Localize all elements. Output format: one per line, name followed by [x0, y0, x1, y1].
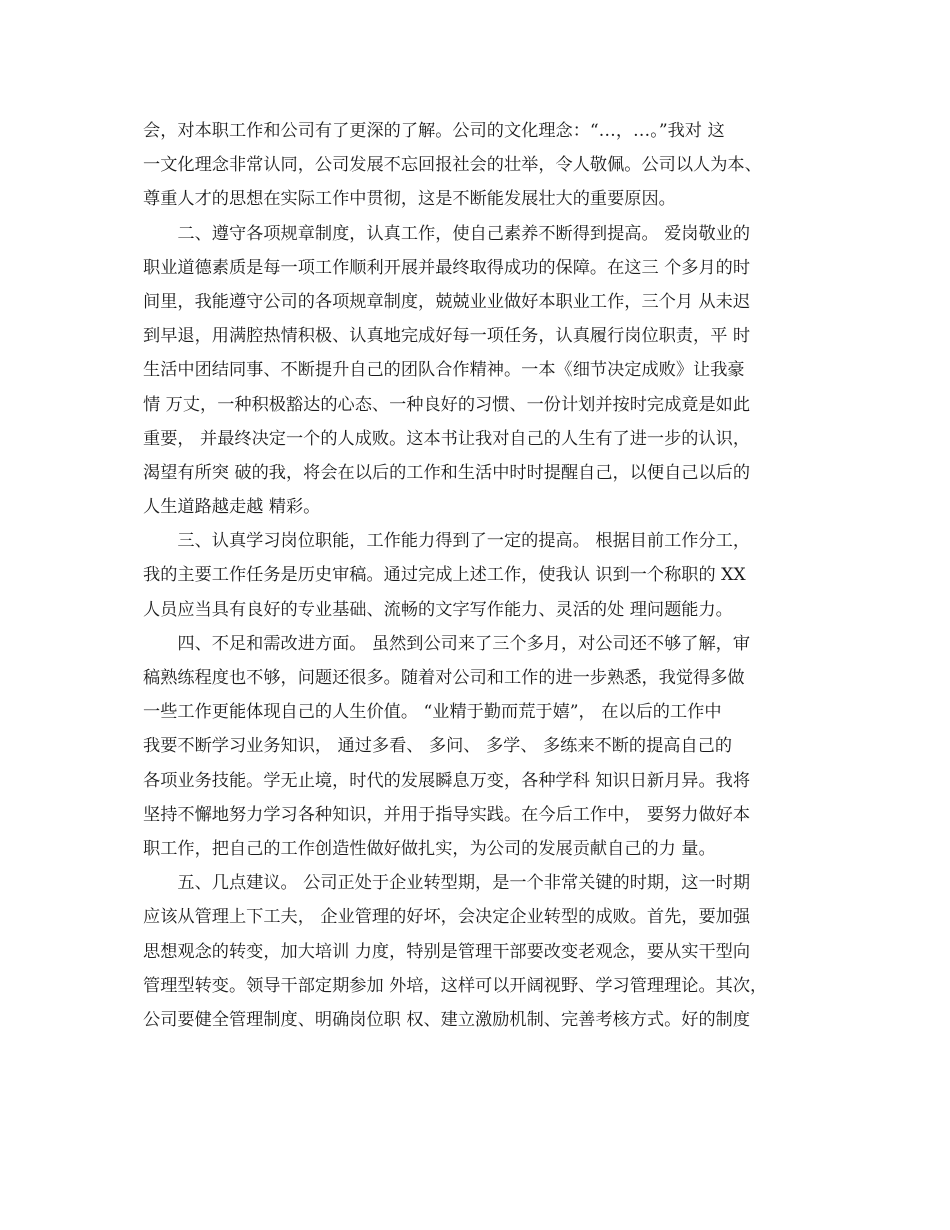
text-line: 重要， 并最终决定一个的人成败。这本书让我对自己的人生有了进一步的认识，	[143, 428, 751, 449]
text-line: 应该从管理上下工夫， 企业管理的好坏，会决定企业转型的成败。首先，要加强	[143, 907, 751, 928]
text-line: 间里，我能遵守公司的各项规章制度，兢兢业业做好本职业工作，三个月 从未迟	[143, 291, 751, 312]
text-line: 思想观念的转变，加大培训 力度，特别是管理干部要改变老观念，要从实干型向	[143, 941, 751, 962]
text-line: 我的主要工作任务是历史审稿。通过完成上述工作，使我认 识到一个称职的 XX	[143, 565, 746, 586]
section-4-heading-line: 四、不足和需改进方面。 虽然到公司来了三个多月，对公司还不够了解，审	[143, 633, 751, 654]
text-line: 管理型转变。领导干部定期参加 外培，这样可以开阔视野、学习管理理论。其次，	[143, 975, 768, 996]
text-line: 一文化理念非常认同，公司发展不忘回报社会的壮举，令人敬佩。公司以人为本、	[143, 155, 762, 176]
text-line: 人生道路越走越 精彩。	[143, 497, 321, 518]
text-line: 职工作，把自己的工作创造性做好做扎实，为公司的发展贡献自己的力 量。	[143, 838, 716, 859]
text-line: 职业道德素质是每一项工作顺利开展并最终取得成功的保障。在这三 个多月的时	[143, 257, 751, 278]
text-line: 稿熟练程度也不够，问题还很多。随着对公司和工作的进一步熟悉，我觉得多做	[143, 668, 745, 688]
text-line: 一些工作更能体现自己的人生价值。 “业精于勤而荒于嬉”， 在以后的工作中	[143, 702, 722, 723]
text-line: 坚持不懈地努力学习各种知识，并用于指导实践。在今后工作中， 要努力做好本	[143, 804, 751, 825]
section-2-heading-line: 二、遵守各项规章制度，认真工作，使自己素养不断得到提高。 爱岗敬业的	[143, 223, 751, 244]
section-3-heading-line: 三、认真学习岗位职能，工作能力得到了一定的提高。 根据目前工作分工，	[143, 531, 751, 552]
body-text	[143, 114, 833, 1037]
text-line: 人员应当具有良好的专业基础、流畅的文字写作能力、灵活的处 理问题能力。	[143, 599, 733, 620]
text-line: 到早退，用满腔热情积极、认真地完成好每一项任务，认真履行岗位职责，平 时	[143, 326, 751, 347]
text-line: 公司要健全管理制度、明确岗位职 权、建立激励机制、完善考核方式。好的制度	[143, 1009, 751, 1030]
text-line: 情 万丈，一种积极豁达的心态、一种良好的习惯、一份计划并按时完成竟是如此	[143, 394, 751, 415]
section-5-heading-line: 五、几点建议。 公司正处于企业转型期，是一个非常关键的时期，这一时期	[143, 873, 751, 894]
text-line: 尊重人才的思想在实际工作中贯彻，这是不断能发展壮大的重要原因。	[143, 189, 676, 210]
text-line: 各项业务技能。学无止境，时代的发展瞬息万变，各种学科 知识日新月异。我将	[143, 770, 751, 791]
text-line: 渴望有所突 破的我，将会在以后的工作和生活中时时提醒自己，以便自己以后的	[143, 462, 751, 483]
text-line: 我要不断学习业务知识， 通过多看、 多问、 多学、 多练来不断的提高自己的	[143, 736, 733, 757]
text-line: 生活中团结同事、不断提升自己的团队合作精神。一本《细节决定成败》让我豪	[143, 360, 745, 381]
text-line: 会，对本职工作和公司有了更深的了解。公司的文化理念：“…，…。”我对 这	[143, 121, 725, 141]
